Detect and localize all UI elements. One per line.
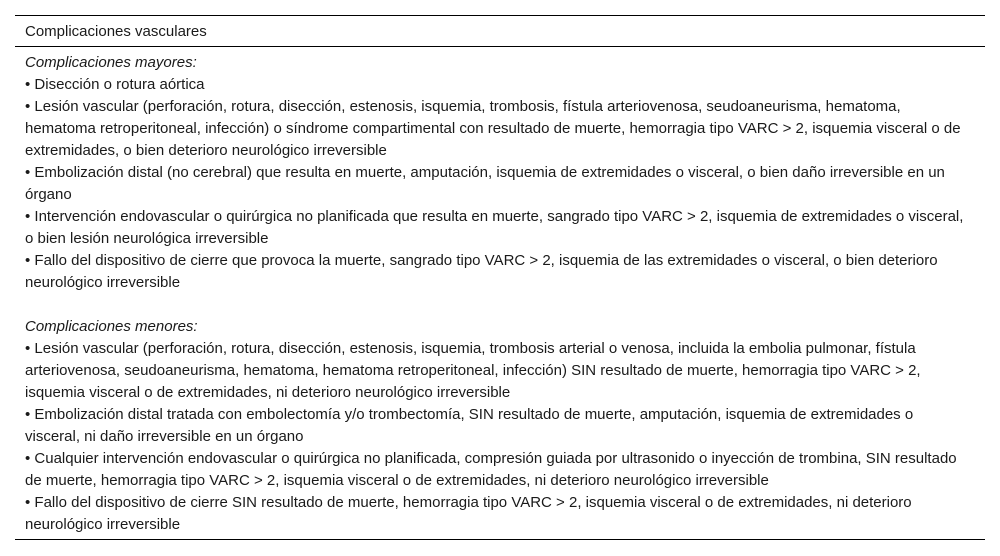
section-title-major: Complicaciones mayores: [25, 54, 197, 71]
list-item: • Embolización distal tratada con embolectomía y/o trombectomía, SIN resultado de muerte, amputación, isquemia de extremidades o visceral, ni daño irreversible en un órgano [25, 406, 914, 445]
table-body-cell [15, 47, 985, 540]
list-item: • Lesión vascular (perforación, rotura, disección, estenosis, isquemia, trombosis, fístula arteriovenosa, seudoaneurisma, hematoma, hematoma retroperitoneal, infección) o síndrome compartimental con resultado de muerte, hemorragia tipo VARC > 2, isquemia visceral o de extremidades, o bien deterioro neurológico irreversible [25, 98, 961, 159]
list-item: • Disección o rotura aórtica [25, 76, 205, 93]
table-header: Complicaciones vasculares [15, 15, 985, 47]
list-item: • Intervención endovascular o quirúrgica no planificada que resulta en muerte, sangrado tipo VARC > 2, isquemia de extremidades o visceral, o bien lesión neurológica irreversible [25, 208, 964, 247]
section-spacer [25, 294, 965, 316]
list-item: • Lesión vascular (perforación, rotura, disección, estenosis, isquemia, trombosis arterial o venosa, incluida la embolia pulmonar, fístula arteriovenosa, seudoaneurisma, hematoma, hematoma retroperitoneal, infección) SIN resultado de muerte, hemorragia tipo VARC > 2, isquemia visceral o de extremidades, ni deterioro neurológico irreversible [25, 340, 921, 401]
list-item: • Fallo del dispositivo de cierre que provoca la muerte, sangrado tipo VARC > 2, isquemia de las extremidades o visceral, o bien deterioro neurológico irreversible [25, 252, 938, 291]
list-item: • Fallo del dispositivo de cierre SIN resultado de muerte, hemorragia tipo VARC > 2, isquemia visceral o de extremidades, ni deterioro neurológico irreversible [25, 494, 912, 533]
vascular-complications-table [15, 15, 985, 540]
list-item: • Cualquier intervención endovascular o quirúrgica no planificada, compresión guiada por ultrasonido o inyección de trombina, SIN resultado de muerte, hemorragia tipo VARC > 2, isquemia visceral o de extremidades, ni deterioro neurológico irreversible [25, 450, 957, 489]
list-item: • Embolización distal (no cerebral) que resulta en muerte, amputación, isquemia de extremidades o visceral, o bien daño irreversible en un órgano [25, 164, 945, 203]
section-title-minor: Complicaciones menores: [25, 318, 198, 335]
